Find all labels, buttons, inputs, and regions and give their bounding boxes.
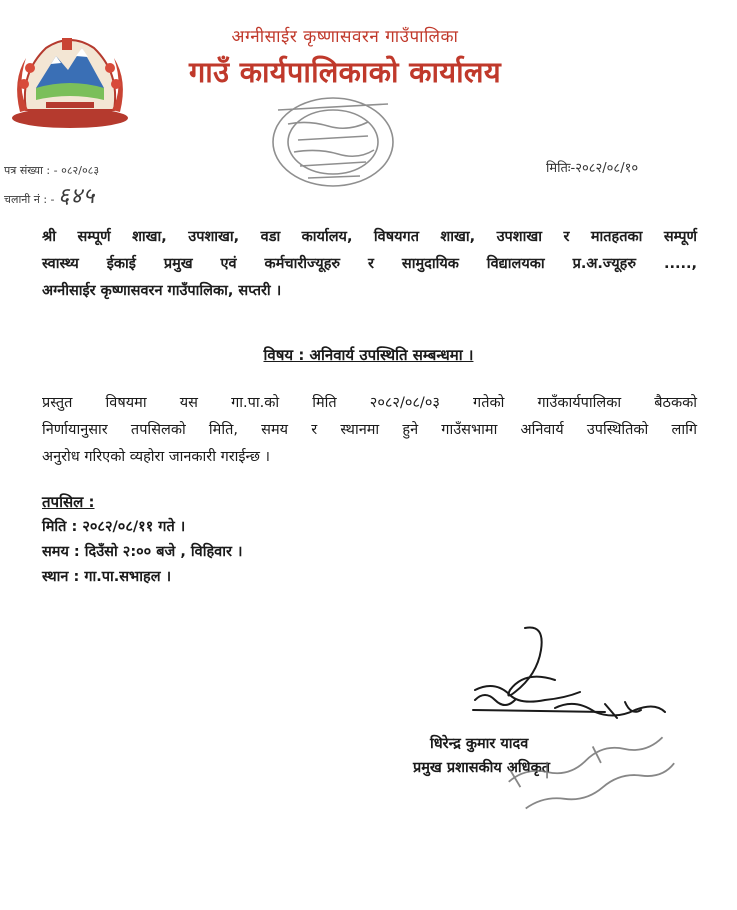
- letter-body: [42, 390, 697, 471]
- dispatch-label: चलानी नं: [4, 193, 40, 206]
- dispatch-number: चलानी नं : - ६४५: [4, 184, 96, 209]
- recipient-line-2: स्वास्थ्य ईकाई प्रमुख एवं कर्मचारीज्यूहरु र सामुदायिक विद्यालयका प्र.अ.ज्यूहरु .....,: [42, 256, 697, 272]
- office-title: गाउँ कार्यपालिकाको कार्यालय: [188, 55, 502, 89]
- body-line-3: अनुरोध गरिएको व्यहोरा जानकारी गराईन्छ ।: [42, 449, 270, 465]
- body-line-1: प्रस्तुत विषयमा यस गा.पा.को मिति २०८२/०८/०३ गतेको गाउँकार्यपालिका बैठकको: [42, 395, 697, 411]
- ref-label: पत्र संख्या: [4, 164, 43, 177]
- recipient-line-3: अग्नीसाईर कृष्णासवरन गाउँपालिका, सप्तरी ।: [42, 283, 282, 299]
- schedule-place: स्थान : गा.पा.सभाहल ।: [42, 569, 172, 585]
- schedule-time: समय : दिउँसो २:०० बजे , विहिवार ।: [42, 544, 243, 560]
- name-seal-icon: [490, 722, 690, 832]
- dispatch-value: ६४५: [58, 184, 96, 209]
- signatory-name: धिरेन्द्र कुमार यादव: [430, 736, 529, 752]
- office-seal-icon: [248, 90, 418, 194]
- reference-number: पत्र संख्या : - ०८२/०८३: [4, 164, 100, 177]
- subject-line: विषय : अनिवार्य उपस्थिति सम्बन्धमा ।: [263, 346, 474, 364]
- nepal-government-emblem-icon: [6, 18, 134, 134]
- ref-value: ०८२/०८३: [61, 164, 100, 177]
- signatory-title: प्रमुख प्रशासकीय अधिकृत: [413, 760, 550, 776]
- recipient-block: [42, 224, 697, 305]
- schedule-heading: तपसिल :: [42, 493, 95, 511]
- recipient-line-1: श्री सम्पूर्ण शाखा, उपशाखा, वडा कार्यालय, विषयगत शाखा, उपशाखा र मातहतका सम्पूर्ण: [42, 229, 697, 245]
- schedule-date: मिति : २०८२/०८/११ गते ।: [42, 519, 186, 535]
- date-label: मितिः-: [546, 161, 576, 176]
- municipality-name: अग्नीसाईर कृष्णासवरन गाउँपालिका: [231, 27, 459, 47]
- handwritten-signature-icon: [455, 620, 675, 735]
- body-line-2: निर्णायानुसार तपसिलको मिति, समय र स्थानमा हुने गाउँसभामा अनिवार्य उपस्थितिको लागि: [42, 422, 697, 438]
- date-value: २०८२/०८/१०: [575, 161, 639, 176]
- letter-date: [546, 158, 638, 176]
